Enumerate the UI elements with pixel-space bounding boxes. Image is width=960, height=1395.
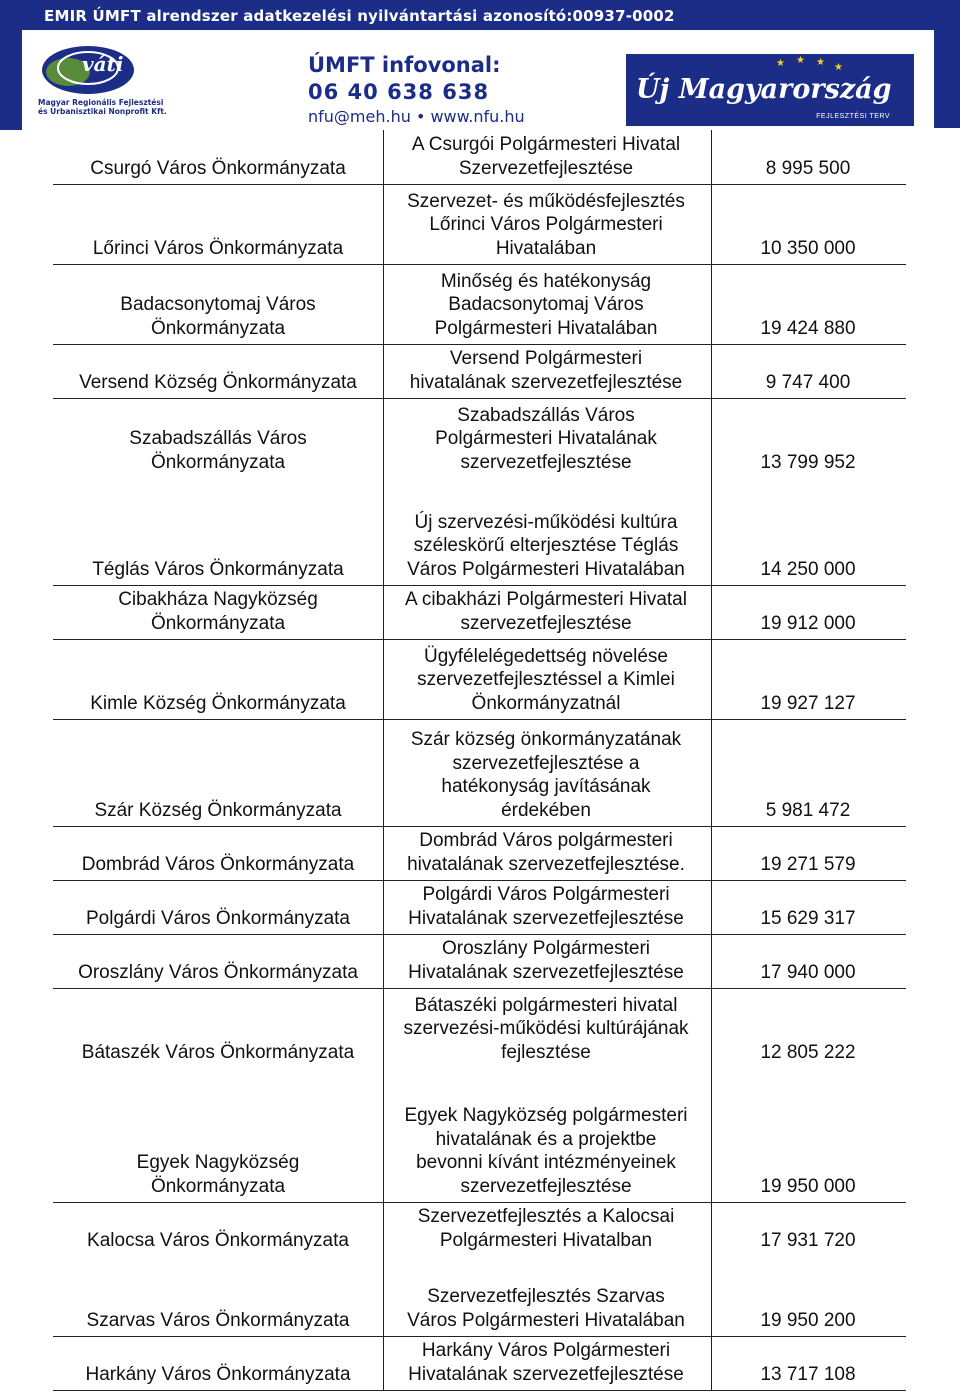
- info-title: ÚMFT infovonal:: [308, 53, 501, 77]
- column-divider: [383, 130, 384, 184]
- project-cell: Polgárdi Város Polgármesteri Hivatalának szervezetfejlesztése: [408, 884, 684, 929]
- project-cell: Szervezetfejlesztés a Kalocsai Polgármesteri Hivatalban: [417, 1206, 675, 1251]
- uj-magyarorszag-logo: [626, 54, 914, 126]
- row-divider: [53, 585, 906, 586]
- star-icon: ★: [776, 58, 785, 69]
- row-divider: [53, 264, 906, 265]
- amount-cell: 17 931 720: [760, 1229, 856, 1251]
- amount-cell: 19 950 000: [760, 1175, 856, 1197]
- row-divider: [53, 826, 906, 827]
- vati-subtitle-line1: Magyar Regionális Fejlesztési: [38, 98, 164, 107]
- info-web: nfu@meh.hu • www.nfu.hu: [308, 107, 525, 126]
- column-divider: [383, 585, 384, 639]
- row-divider: [53, 934, 906, 935]
- column-divider: [383, 719, 384, 826]
- top-banner: [0, 0, 960, 30]
- column-divider: [383, 184, 384, 264]
- column-divider: [383, 988, 384, 1068]
- amount-cell: 19 927 127: [760, 692, 856, 714]
- uj-logo-subtitle: FEJLESZTÉSI TERV: [816, 113, 890, 120]
- project-cell: Versend Polgármesteri hivatalának szervezetfejlesztése: [409, 348, 683, 393]
- column-divider: [383, 398, 384, 478]
- project-cell: Új szervezési-működési kultúra széleskörű elterjesztése Téglás Város Polgármesteri Hivatalában: [407, 511, 685, 580]
- org-cell: Csurgó Város Önkormányzata: [90, 157, 346, 179]
- column-divider: [383, 639, 384, 719]
- column-divider: [383, 880, 384, 934]
- row-divider: [53, 639, 906, 640]
- org-cell: Egyek Nagyközség Önkormányzata: [136, 1152, 300, 1197]
- row-divider: [53, 719, 906, 720]
- uj-logo-text: Új Magyarország: [636, 74, 892, 105]
- amount-cell: 10 350 000: [760, 237, 856, 259]
- star-icon: ★: [834, 62, 843, 73]
- project-cell: Bátaszéki polgármesteri hivatal szervezési-működési kultúrájának fejlesztése: [403, 994, 689, 1063]
- project-cell: Minőség és hatékonyság Badacsonytomaj Város Polgármesteri Hivatalában: [434, 270, 658, 339]
- amount-cell: 5 981 472: [765, 799, 851, 821]
- column-divider: [383, 1068, 384, 1202]
- registry-id-text: EMIR ÚMFT alrendszer adatkezelési nyilvántartási azonosító:00937-0002: [44, 7, 675, 25]
- org-cell: Badacsonytomaj Város Önkormányzata: [120, 294, 316, 339]
- star-icon: ★: [816, 57, 825, 68]
- org-cell: Harkány Város Önkormányzata: [85, 1363, 351, 1385]
- column-divider: [383, 1202, 384, 1256]
- org-cell: Kimle Község Önkormányzata: [90, 692, 346, 714]
- row-divider: [53, 988, 906, 989]
- project-cell: Szabadszállás Város Polgármesteri Hivatalának szervezetfejlesztése: [435, 404, 657, 473]
- column-divider: [383, 264, 384, 344]
- amount-cell: 13 799 952: [760, 451, 856, 473]
- org-cell: Oroszlány Város Önkormányzata: [78, 961, 358, 983]
- amount-cell: 8 995 500: [765, 157, 851, 179]
- row-divider: [53, 1336, 906, 1337]
- amount-cell: 19 424 880: [760, 317, 856, 339]
- project-cell: Szervezetfejlesztés Szarvas Város Polgármesteri Hivatalában: [407, 1286, 685, 1331]
- project-cell: A cibakházi Polgármesteri Hivatal szervezetfejlesztése: [405, 589, 687, 634]
- row-divider: [53, 184, 906, 185]
- project-cell: Szervezet- és működésfejlesztés Lőrinci Város Polgármesteri Hivatalában: [407, 190, 685, 259]
- org-cell: Versend Község Önkormányzata: [79, 371, 357, 393]
- row-divider: [53, 1202, 906, 1203]
- project-cell: Oroszlány Polgármesteri Hivatalának szervezetfejlesztése: [408, 938, 684, 983]
- project-cell: Egyek Nagyközség polgármesteri hivatalának és a projektbe bevonni kívánt intézményeinek szervezetfejlesztése: [404, 1105, 688, 1197]
- table-bottom-border: [53, 1390, 906, 1391]
- org-cell: Szabadszállás Város Önkormányzata: [129, 428, 307, 473]
- row-divider: [53, 398, 906, 399]
- amount-cell: 9 747 400: [765, 371, 851, 393]
- column-divider: [383, 1336, 384, 1390]
- info-block: [308, 52, 525, 128]
- left-accent-bar: [0, 30, 22, 130]
- org-cell: Szarvas Város Önkormányzata: [86, 1309, 350, 1331]
- row-divider: [53, 880, 906, 881]
- project-cell: Ügyfélelégedettség növelése szervezetfejlesztéssel a Kimlei Önkormányzatnál: [417, 645, 675, 714]
- column-divider: [383, 478, 384, 585]
- org-cell: Cibakháza Nagyközség Önkormányzata: [118, 589, 318, 634]
- star-icon: ★: [796, 55, 805, 66]
- vati-subtitle-line2: és Urbanisztikai Nonprofit Kft.: [38, 107, 167, 116]
- org-cell: Dombrád Város Önkormányzata: [81, 853, 355, 875]
- column-divider: [383, 1256, 384, 1336]
- column-divider: [383, 934, 384, 988]
- org-cell: Szár Község Önkormányzata: [94, 799, 342, 821]
- amount-cell: 14 250 000: [760, 558, 856, 580]
- right-accent-bar: [934, 0, 960, 128]
- vati-logo-text: váti: [82, 52, 124, 76]
- amount-cell: 15 629 317: [760, 907, 856, 929]
- amount-cell: 19 912 000: [760, 612, 856, 634]
- project-cell: Szár község önkormányzatának szervezetfejlesztése a hatékonyság javításának érdekében: [410, 729, 682, 821]
- column-divider: [383, 344, 384, 398]
- amount-cell: 12 805 222: [760, 1041, 856, 1063]
- column-divider: [383, 826, 384, 880]
- vati-subtitle: [38, 98, 167, 116]
- amount-cell: 17 940 000: [760, 961, 856, 983]
- org-cell: Lőrinci Város Önkormányzata: [92, 237, 344, 259]
- row-divider: [53, 344, 906, 345]
- org-cell: Bátaszék Város Önkormányzata: [81, 1041, 355, 1063]
- info-phone: 06 40 638 638: [308, 80, 490, 104]
- org-cell: Kalocsa Város Önkormányzata: [87, 1229, 349, 1251]
- project-cell: Dombrád Város polgármesteri hivatalának szervezetfejlesztése.: [407, 830, 685, 875]
- org-cell: Téglás Város Önkormányzata: [92, 558, 344, 580]
- amount-cell: 13 717 108: [760, 1363, 856, 1385]
- org-cell: Polgárdi Város Önkormányzata: [85, 907, 350, 929]
- project-cell: Harkány Város Polgármesteri Hivatalának szervezetfejlesztése: [408, 1340, 684, 1385]
- amount-cell: 19 271 579: [760, 853, 856, 875]
- project-cell: A Csurgói Polgármesteri Hivatal Szervezetfejlesztése: [411, 134, 681, 179]
- amount-cell: 19 950 200: [760, 1309, 856, 1331]
